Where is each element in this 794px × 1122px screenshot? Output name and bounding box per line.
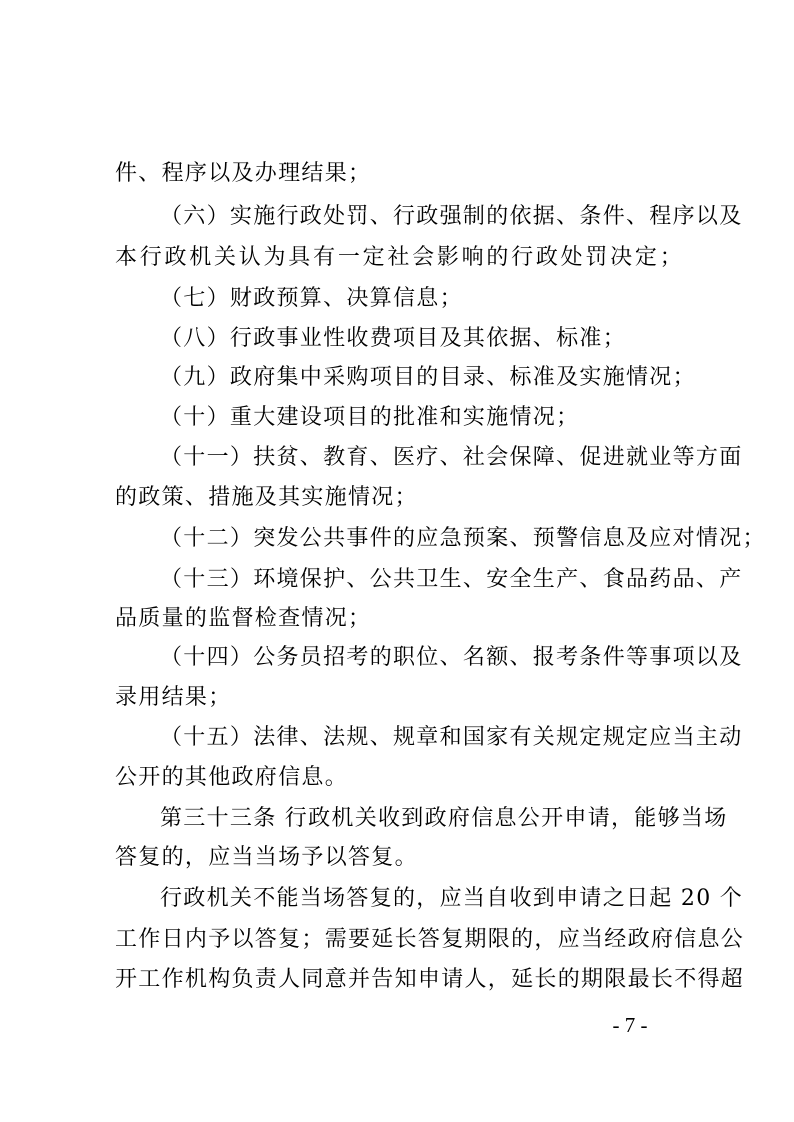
text-line: 本行政机关认为具有一定社会影响的行政处罚决定； (115, 245, 683, 270)
text-line: 录用结果； (115, 685, 232, 710)
text-line: （十一）扶贫、教育、医疗、社会保障、促进就业等方面 (160, 445, 743, 470)
text-line: 答复的，应当当场予以答复。 (115, 845, 418, 870)
text-line: （七）财政预算、决算信息； (160, 286, 463, 311)
text-line: （十三）环境保护、公共卫生、安全生产、食品药品、产 (160, 567, 743, 592)
text-line: 公开的其他政府信息。 (115, 765, 349, 790)
text-line: 件、程序以及办理结果； (115, 161, 372, 186)
text-line: （六）实施行政处罚、行政强制的依据、条件、程序以及 (160, 204, 743, 229)
text-line: 开工作机构负责人同意并告知申请人，延长的期限最长不得超 (115, 967, 745, 992)
page-number: - 7 - (612, 1013, 648, 1037)
text-line: 品质量的监督检查情况； (115, 606, 372, 631)
text-line: 行政机关不能当场答复的，应当自收到申请之日起 20 个 (160, 886, 744, 911)
text-line: （九）政府集中采购项目的目录、标准及实施情况； (160, 365, 696, 390)
text-line: （八）行政事业性收费项目及其依据、标准； (160, 326, 627, 351)
text-line: 第三十三条 行政机关收到政府信息公开申请，能够当场 (160, 806, 728, 831)
text-line: 的政策、措施及其实施情况； (115, 485, 418, 510)
text-line: （十二）突发公共事件的应急预案、预警信息及应对情况； (160, 526, 766, 551)
text-line: （十）重大建设项目的批准和实施情况； (160, 405, 580, 430)
text-line: （十四）公务员招考的职位、名额、报考条件等事项以及 (160, 645, 743, 670)
text-line: （十五）法律、法规、规章和国家有关规定规定应当主动 (160, 725, 743, 750)
text-line: 工作日内予以答复；需要延长答复期限的，应当经政府信息公 (115, 927, 745, 952)
